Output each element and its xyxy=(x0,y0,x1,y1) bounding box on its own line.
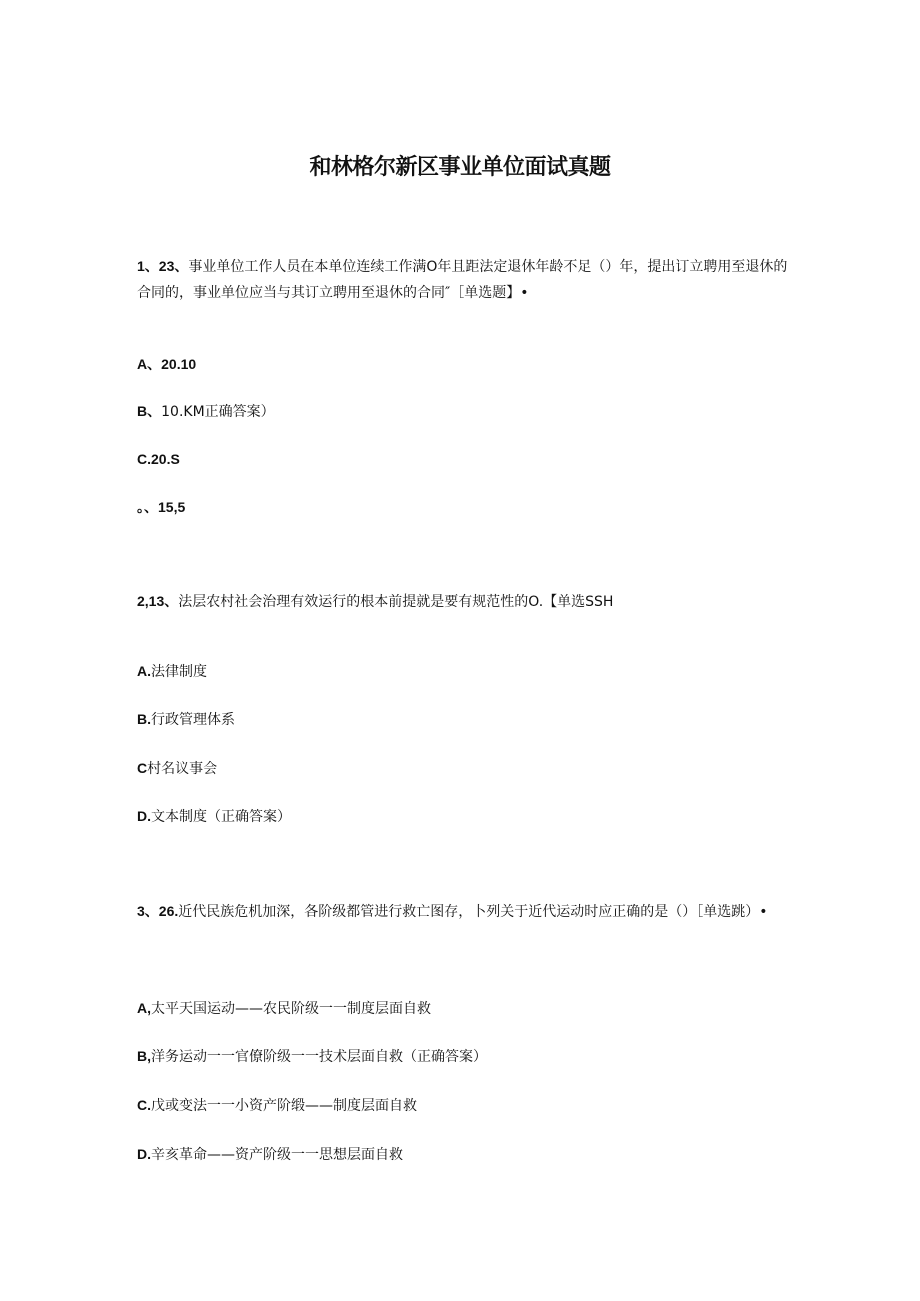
question-2-option-b[interactable] xyxy=(137,709,797,730)
option-key: A、 xyxy=(137,356,162,372)
question-3-option-b[interactable] xyxy=(137,1046,797,1067)
option-key: C. xyxy=(137,1097,151,1113)
option-key: B, xyxy=(137,1048,151,1064)
question-2-stem xyxy=(137,588,797,615)
question-3-option-a[interactable] xyxy=(137,998,797,1019)
option-key: A. xyxy=(137,663,151,679)
option-text: 村名议事会 xyxy=(147,761,218,777)
option-key: C. xyxy=(137,451,151,467)
page-title: 和林格尔新区事业单位面试真题 xyxy=(309,155,611,180)
question-1-option-a[interactable] xyxy=(137,354,797,375)
option-text: 20.10 xyxy=(161,356,197,372)
option-text: 行政管理体系 xyxy=(151,712,235,728)
question-3-number: 3、26. xyxy=(137,903,179,919)
option-text: 太平天国运动——农民阶级一一制度层面自救 xyxy=(151,1001,431,1017)
option-text: 10.KM正确答案） xyxy=(161,404,275,420)
question-1-stem xyxy=(137,253,797,306)
question-1-text: 事业单位工作人员在本单位连续工作满O年且距法定退休年龄不足（）年，提出订立聘用至退休的合同的，事业单位应当与其订立聘用至退休的合同″［单选题】• xyxy=(137,259,788,301)
question-1-number: 1、23、 xyxy=(137,258,189,274)
question-3-text: 近代民族危机加深，各阶级都管进行救亡图存，卜列关于近代运动时应正确的是（）［单选跳）• xyxy=(178,904,768,920)
option-text: 文本制度（正确答案） xyxy=(151,809,291,825)
option-key: 。、 xyxy=(137,499,158,515)
question-2-option-d[interactable] xyxy=(137,806,797,827)
question-2-option-a[interactable] xyxy=(137,661,797,682)
option-text: 辛亥革命——资产阶级一一思想层面自救 xyxy=(151,1147,403,1163)
question-3-option-c[interactable] xyxy=(137,1095,797,1116)
question-1-option-c[interactable] xyxy=(137,449,797,470)
option-text: 15,5 xyxy=(158,499,186,515)
question-3-option-d[interactable] xyxy=(137,1144,797,1165)
option-key: C xyxy=(137,760,148,776)
option-text: 洋务运动一一官僚阶级一一技术层面自救（正确答案） xyxy=(151,1049,487,1065)
option-text: 戊或变法一一小资产阶缎——制度层面自救 xyxy=(151,1098,417,1114)
option-key: D. xyxy=(137,1146,151,1162)
option-key: B、 xyxy=(137,403,162,419)
question-2-option-c[interactable] xyxy=(137,758,797,779)
question-1-option-d[interactable] xyxy=(137,497,797,518)
question-2-number: 2,13、 xyxy=(137,593,179,609)
option-key: A, xyxy=(137,1000,151,1016)
option-key: B. xyxy=(137,711,151,727)
question-1-option-b[interactable] xyxy=(137,401,797,422)
question-3-stem xyxy=(137,898,797,925)
question-2-text: 法层农村社会治理有效运行的根本前提就是要有规范性的O.【单选SSH xyxy=(178,594,614,610)
option-text: 20.S xyxy=(151,451,180,467)
option-key: D. xyxy=(137,808,151,824)
option-text: 法律制度 xyxy=(151,664,207,680)
